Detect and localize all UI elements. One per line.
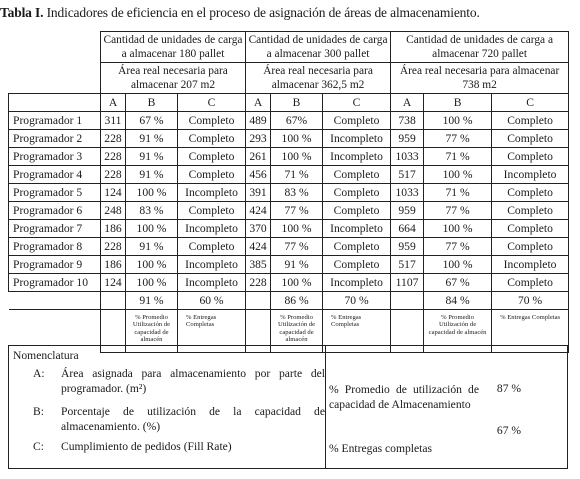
average-label: % Entregas Completas [323,310,391,353]
area-value: 959 [391,238,424,256]
utilization-value: 83 % [271,184,323,202]
utilization-value: 71 % [424,184,492,202]
table-row [9,220,569,238]
utilization-value: 67% [271,112,323,130]
utilization-value: 100 % [424,166,492,184]
column-key: A [101,94,126,112]
fill-rate-value: Incompleto [323,148,391,166]
programmer-name: Programador 3 [9,148,101,166]
fill-rate-value: Completo [492,112,569,130]
average-label: % Promedio Utilización de capacidad de almacén [424,310,492,353]
utilization-value: 91 % [126,130,178,148]
blank-cell [9,292,101,310]
fill-rate-value: Completo [492,238,569,256]
column-key-row [9,94,569,112]
area-header: Área real necesaria para almacenar 738 m2 [391,63,569,94]
table-row [9,274,569,292]
averages-row [9,292,569,310]
summary-value-deliveries: 67 % [496,424,522,437]
utilization-value: 67 % [126,112,178,130]
fill-rate-value: Incompleto [323,220,391,238]
average-value: 84 % [424,292,492,310]
fill-rate-value: Completo [492,148,569,166]
fill-rate-value: Completo [178,130,246,148]
utilization-value: 77 % [424,130,492,148]
average-label: % Entregas Completas [492,310,569,353]
utilization-value: 100 % [126,256,178,274]
fill-rate-value: Completo [178,202,246,220]
summary-value-utilization: 87 % [496,382,522,395]
blank-cell [391,292,424,310]
area-value: 385 [246,256,271,274]
fill-rate-value: Completo [323,256,391,274]
item-key: C: [33,440,44,453]
area-value: 738 [391,112,424,130]
group-header: Cantidad de unidades de carga a almacenar 300 pallet [246,32,391,63]
table-row [9,184,569,202]
table-row [9,256,569,274]
column-key: C [178,94,246,112]
table-row [9,202,569,220]
fill-rate-value: Completo [323,112,391,130]
fill-rate-value: Completo [492,220,569,238]
area-header: Área real necesaria para almacenar 207 m2 [101,63,246,94]
area-value: 311 [101,112,126,130]
summary-label-deliveries: % Entregas completas [329,442,433,455]
divider [325,346,326,468]
column-key: A [391,94,424,112]
caption-label: Tabla I. [0,5,44,20]
utilization-value: 91 % [126,166,178,184]
average-label: % Promedio Utilización de capacidad de almacén [126,310,178,353]
fill-rate-value: Completo [492,130,569,148]
area-value: 1033 [391,184,424,202]
programmer-name: Programador 6 [9,202,101,220]
average-value: 86 % [271,292,323,310]
fill-rate-value: Completo [178,148,246,166]
programmer-name: Programador 5 [9,184,101,202]
table-row [9,130,569,148]
fill-rate-value: Completo [323,202,391,220]
utilization-value: 100 % [271,130,323,148]
area-row [9,63,569,94]
summary-label-utilization: % Promedio de utilización de capacidad de Almacenamiento [329,383,479,411]
fill-rate-value: Completo [178,166,246,184]
utilization-value: 77 % [271,202,323,220]
utilization-value: 100 % [126,274,178,292]
area-value: 391 [246,184,271,202]
fill-rate-value: Incompleto [492,166,569,184]
utilization-value: 100 % [271,148,323,166]
utilization-value: 100 % [424,112,492,130]
utilization-value: 100 % [271,274,323,292]
average-label: % Promedio Utilización de capacidad de almacén [271,310,323,353]
utilization-value: 100 % [424,220,492,238]
table-row [9,166,569,184]
fill-rate-value: Incompleto [178,256,246,274]
area-value: 248 [101,202,126,220]
table-row [9,238,569,256]
programmer-name: Programador 10 [9,274,101,292]
programmer-name: Programador 2 [9,130,101,148]
area-value: 228 [101,238,126,256]
area-value: 424 [246,202,271,220]
column-key: B [424,94,492,112]
column-key: C [492,94,569,112]
nomenclature-item-b [35,404,325,434]
programmer-name: Programador 7 [9,220,101,238]
utilization-value: 100 % [126,220,178,238]
area-value: 124 [101,184,126,202]
fill-rate-value: Incompleto [323,130,391,148]
fill-rate-value: Completo [492,274,569,292]
blank-cell [246,292,271,310]
area-value: 959 [391,202,424,220]
corner-cell [9,32,101,63]
average-value: 60 % [178,292,246,310]
area-value: 228 [101,130,126,148]
area-value: 228 [101,166,126,184]
group-header: Cantidad de unidades de carga a almacenar 720 pallet [391,32,569,63]
utilization-value: 100 % [126,184,178,202]
utilization-value: 71 % [271,166,323,184]
area-value: 293 [246,130,271,148]
area-value: 186 [101,256,126,274]
group-header-row [9,32,569,63]
utilization-value: 100 % [271,220,323,238]
fill-rate-value: Completo [323,166,391,184]
fill-rate-value: Completo [323,184,391,202]
fill-rate-value: Completo [178,112,246,130]
average-label: % Entregas Completas [178,310,246,353]
fill-rate-value: Completo [492,202,569,220]
efficiency-table [8,31,569,353]
fill-rate-value: Incompleto [492,256,569,274]
item-key: B: [33,405,44,418]
programmer-name: Programador 1 [9,112,101,130]
area-value: 664 [391,220,424,238]
item-text: Área asignada para almacenamiento por parte del programador. (m²) [61,367,325,395]
area-value: 456 [246,166,271,184]
table-caption [0,5,580,21]
item-text: Cumplimiento de pedidos (Fill Rate) [61,440,232,453]
area-value: 424 [246,238,271,256]
nomenclature-title: Nomenclatura [13,349,79,362]
table-row [9,112,569,130]
programmer-name: Programador 9 [9,256,101,274]
fill-rate-value: Completo [178,238,246,256]
corner-cell [9,63,101,94]
area-value: 228 [246,274,271,292]
fill-rate-value: Incompleto [178,220,246,238]
fill-rate-value: Incompleto [323,274,391,292]
utilization-value: 91 % [126,238,178,256]
programmer-name: Programador 8 [9,238,101,256]
average-value: 70 % [323,292,391,310]
utilization-value: 77 % [424,202,492,220]
area-value: 124 [101,274,126,292]
column-key: A [246,94,271,112]
item-text: Porcentaje de utilización de la capacidad de almacenamiento. (%) [61,405,325,433]
utilization-value: 83 % [126,202,178,220]
programmer-name: Programador 4 [9,166,101,184]
utilization-value: 91 % [126,148,178,166]
table-row [9,148,569,166]
nomenclature-box [8,345,568,469]
average-value: 70 % [492,292,569,310]
utilization-value: 67 % [424,274,492,292]
area-value: 1033 [391,148,424,166]
fill-rate-value: Incompleto [178,184,246,202]
area-value: 489 [246,112,271,130]
blank-cell [101,292,126,310]
area-value: 370 [246,220,271,238]
area-value: 1107 [391,274,424,292]
area-value: 517 [391,256,424,274]
group-header: Cantidad de unidades de carga a almacenar 180 pallet [101,32,246,63]
nomenclature-item-c [35,439,325,454]
area-header: Área real necesaria para almacenar 362,5 m2 [246,63,391,94]
area-value: 261 [246,148,271,166]
area-value: 228 [101,148,126,166]
caption-text: Indicadores de eficiencia en el proceso de asignación de áreas de almacenamiento. [46,5,480,20]
area-value: 186 [101,220,126,238]
utilization-value: 91 % [271,256,323,274]
area-value: 517 [391,166,424,184]
column-key: B [271,94,323,112]
utilization-value: 77 % [424,238,492,256]
fill-rate-value: Completo [492,184,569,202]
area-value: 959 [391,130,424,148]
fill-rate-value: Incompleto [178,274,246,292]
nomenclature-item-a [35,366,325,396]
corner-cell [9,94,101,112]
utilization-value: 71 % [424,148,492,166]
utilization-value: 100 % [424,256,492,274]
utilization-value: 77 % [271,238,323,256]
average-value: 91 % [126,292,178,310]
column-key: C [323,94,391,112]
item-key: A: [33,367,45,380]
fill-rate-value: Completo [323,238,391,256]
column-key: B [126,94,178,112]
